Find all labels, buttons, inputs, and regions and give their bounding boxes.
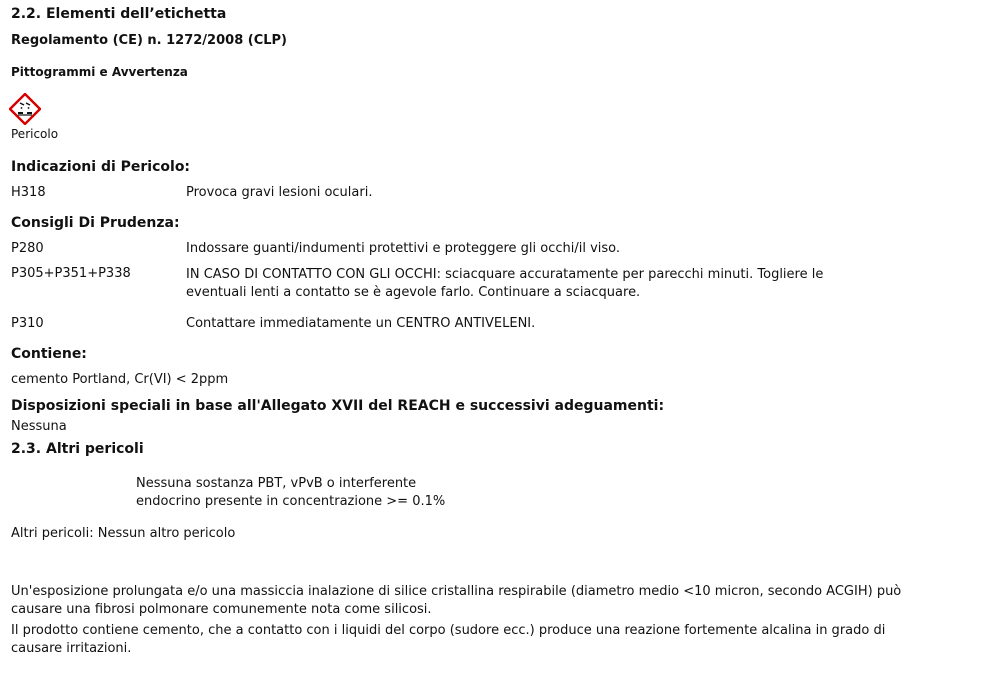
corrosion-ghs05-icon xyxy=(9,93,41,125)
silica-warning xyxy=(11,583,901,619)
cement-warning xyxy=(11,622,885,658)
pbt-statement-line: Nessuna sostanza PBT, vPvB o interferente xyxy=(136,476,417,491)
precautionary-statements-heading: Consigli Di Prudenza: xyxy=(11,215,180,231)
precaution-text xyxy=(186,266,823,302)
special-provisions-value: Nessuna xyxy=(11,419,67,434)
signal-word: Pericolo xyxy=(11,127,59,141)
silica-warning-line: Un'esposizione prolungata e/o una massiccia inalazione di silice cristallina respirabile (diametro medio <10 micron, secondo ACGIH) può xyxy=(11,584,902,599)
precaution-code: P280 xyxy=(11,241,44,256)
special-provisions-heading: Disposizioni speciali in base all'Allegato XVII del REACH e successivi adeguamenti: xyxy=(11,398,665,414)
regulation-label: Regolamento (CE) n. 1272/2008 (CLP) xyxy=(11,33,288,48)
hazard-text: Provoca gravi lesioni oculari. xyxy=(186,185,373,200)
section-title-2-3: 2.3. Altri pericoli xyxy=(11,441,144,457)
precaution-text-line: eventuali lenti a contatto se è agevole farlo. Continuare a sciacquare. xyxy=(186,285,641,300)
pbt-statement-line: endocrino presente in concentrazione >= 0.1% xyxy=(136,494,446,509)
hazard-code: H318 xyxy=(11,185,46,200)
hazard-statements-heading: Indicazioni di Pericolo: xyxy=(11,159,191,175)
precaution-text: Indossare guanti/indumenti protettivi e proteggere gli occhi/il viso. xyxy=(186,241,621,256)
silica-warning-line: causare una fibrosi polmonare comunemente nota come silicosi. xyxy=(11,602,432,617)
pictograms-heading: Pittogrammi e Avvertenza xyxy=(11,65,188,79)
precaution-text-line: IN CASO DI CONTATTO CON GLI OCCHI: sciacquare accuratamente per parecchi minuti. Togliere le xyxy=(186,267,824,282)
contains-value: cemento Portland, Cr(VI) < 2ppm xyxy=(11,372,229,387)
cement-warning-line: causare irritazioni. xyxy=(11,641,132,656)
contains-heading: Contiene: xyxy=(11,346,87,362)
precaution-code: P310 xyxy=(11,316,44,331)
cement-warning-line: Il prodotto contiene cemento, che a contatto con i liquidi del corpo (sudore ecc.) produce una reazione fortemente alcalina in grado di xyxy=(11,623,886,638)
precaution-code: P305+P351+P338 xyxy=(11,266,131,281)
other-hazards-text: Altri pericoli: Nessun altro pericolo xyxy=(11,526,236,541)
precaution-text: Contattare immediatamente un CENTRO ANTIVELENI. xyxy=(186,316,536,331)
section-title-2-2: 2.2. Elementi dell’etichetta xyxy=(11,6,227,22)
pbt-statement xyxy=(136,475,445,511)
